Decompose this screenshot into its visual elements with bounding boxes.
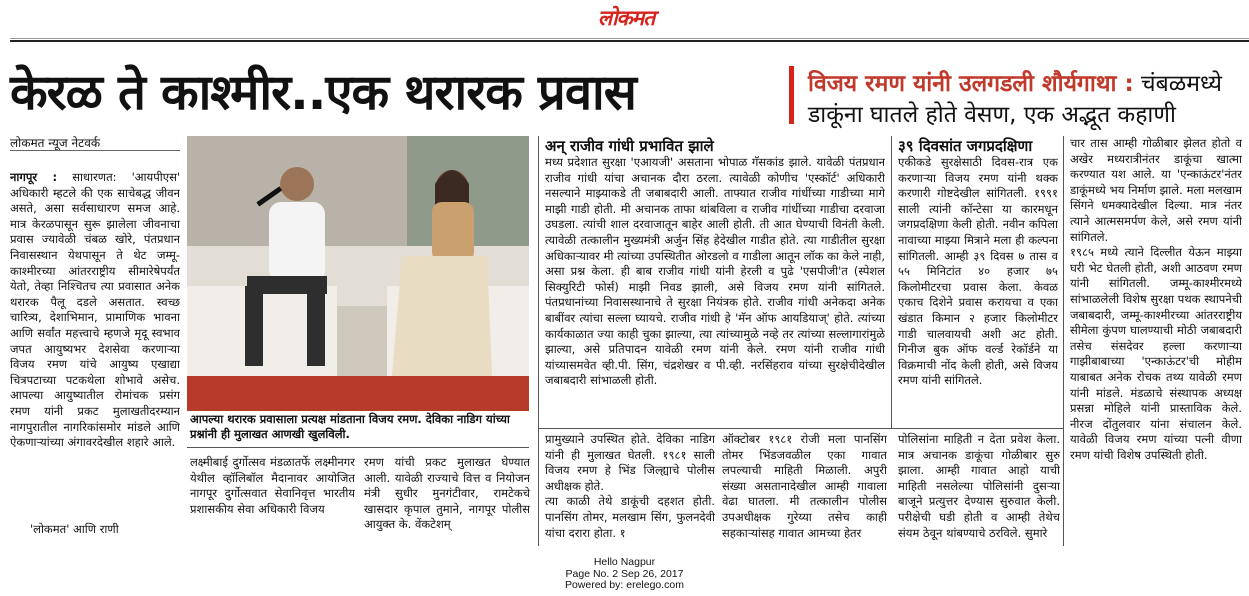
interview-photo [187,136,529,411]
column-2a: लक्ष्मीबाई दुर्गोत्सव मंडळातर्फे लक्ष्मीनगर येथील व्हॉलिबॉल मैदानावर आयोजित नागपूर दुर्गोत्सवात सेवानिवृत्त भारतीय प्रशासकीय सेवा अधिकारी विजय [190,455,355,516]
photo-caption: आपल्या थरारक प्रवासाला प्रत्यक्ष मांडताना विजय रमण. देविका नाडिग यांच्या प्रश्नांनी ही मुलाखत आणखी खुलविली. [190,412,510,441]
column-3a: प्रामुख्याने उपस्थित होते. देविका नाडिग यांनी ही मुलाखत घेतली. १९८१ साली विजय रमण हे भिंड जिल्ह्याचे पोलीस अधीक्षक होते. त्या काळी तेथे डाकूंची दहशत होती. पानसिंग तोमर, मलखाम सिंग, फुलनदेवी यांचा दरारा होता. १ [545,432,715,540]
footer-page: Page No. 2 Sep 26, 2017 [565,568,684,580]
column-5: चार तास आम्ही गोळीबार झेलत होतो व अखेर मध्यरात्रीनंतर डाकूंचा खात्मा करण्यात यश आले. या 'एन्काऊंटर'नंतर डाकूंमध्ये भय निर्माण झाले. मला मलखाम सिंगने धमक्यादेखील दिल्या. मात्र नंतर त्याने आत्मसमर्पण केले, असे रमण यांनी सांगितले. १९८५ मध्ये त्याने दिल्लीत येऊन माझ्या घरी भेट घेतली होती, अशी आठवण रमण यांनी सांगितली. जम्मू-काश्मीरमध्ये सांभाळलेली विशेष सुरक्षा पथक स्थापनेची जबाबदारी, जम्मू-काश्मीरच्या आंतरराष्ट्रीय सीमेला कुंपण घालण्याची मोठी जबाबदारी तसेच संसदेवर हल्ला करणाऱ्या गाझीबाबाच्या 'एन्काऊंटर'ची मोहीम याबाबत अनेक रोचक तथ्य यावेळी रमण यांनी मांडले. मंडळाचे संस्थापक अध्यक्ष प्रसन्ना मोहिले यांनी प्रास्ताविक केले. नीरज दोंतुलवार यांना संचालन केले. यावेळी विजय रमण यांच्या पत्नी वीणा रमण यांची विशेष उपस्थिती होती. [1070,136,1242,462]
caption-rule [187,447,529,448]
top-rule [10,38,1249,39]
column-divider-3 [1063,136,1064,546]
column-1-tail: 'लोकमत' आणि राणी [30,522,119,536]
dateline: नागपूर : [10,170,58,184]
side-headline-line2: डाकूंना घातले होते वेसण, एक अद्भूत कहाणी [808,102,1176,128]
interview-photo-illustration [187,136,529,411]
footer-powered: Powered by: erelego.com [564,579,685,591]
world-trip-subheading: ३९ दिवसांत जगप्रदक्षिणा [898,137,1033,155]
side-headline-line1 [808,66,1222,98]
world-trip-text: एकीकडे सुरक्षेसाठी दिवस-रात्र एक करणाऱ्या विजय रमण यांनी थक्क करणारी गोष्टदेखील सांगितली. १९९१ साली त्यांनी कॉन्टेसा या कारमधून जगप्रदक्षिणा केली होती. नवीन कपिला नावाच्या माझ्या मित्राने मला ही कल्पना सांगितली. आम्ही ३९ दिवस ७ तास व ५५ मिनिटांत ४० हजार ७५ किलोमीटरचा प्रवास केला. केवळ एकाच दिशेने प्रवास करायचा व एका खंडात किमान २ हजार किलोमीटर गाडी चालवायची अशी अट होती. गिनीज बुक ऑफ वर्ल्ड रेकॉर्डने या विक्रमाची नोंद केली होती, असे विजय रमण यांनी सांगितले. [898,155,1058,388]
side-headline-highlight: विजय रमण यांनी उलगडली शौर्यगाथा : [808,71,1134,97]
column-divider-2 [891,136,892,428]
top-rule-dark [10,40,1249,42]
column-1 [10,170,180,510]
column-divider-1 [538,136,539,546]
main-headline: केरळ ते काश्मीर..एक थरारक प्रवास [10,64,636,121]
column-3b: ऑक्टोबर १९८१ रोजी मला पानसिंग तोमर भिंडजवळील एका गावात लपल्याची माहिती मिळाली. अपुरी संख्या असतानादेखील आम्ही गावाला वेढा घातला. मी तत्कालीन पोलीस उपअधीक्षक गुरेय्या तसेच काही सहकाऱ्यांसह गावात आमच्या हेतर [722,432,887,540]
lokmat-logo: लोकमत [597,6,655,30]
column-1-text: साधारणत: 'आयपीएस' अधिकारी म्हटले की एक साचेबद्ध जीवन असते, असा सर्वसाधारण समज आहे. मात्र केरळपासून सुरू झालेला जीवनाचा प्रवास ज्यावेळी चंबळ खोरे, पंतप्रधान निवासस्थान येथपासून ते थेट जम्मू-काश्मीरच्या आंतरराष्ट्रीय सीमारेषेपर्यंत येतो, तेव्हा निश्चितच त्या प्रवासात अनेक थरारक पैलू दडले असतात. स्वच्छ चारित्र्य, देशाभिमान, प्रामाणिक भावना आणि सर्वांत महत्त्वाचे म्हणजे मृदू स्वभाव जपत आयुष्यभर देशसेवा करणाऱ्या विजय रमण यांचे आयुष्य एखाद्या चित्रपटाच्या पटकथेला शोभावे असेच. आपल्या आयुष्यातील रोमांचक प्रसंग रमण यांनी प्रकट मुलाखतीदरम्यान नागपुरातील नागरिकांसमोर मांडले आणि ऐकणाऱ्यांच्या अंगावरदेखील शहारे आले. [10,170,180,450]
footer-edition: Hello Nagpur [593,556,656,568]
rajiv-subheading: अन् राजीव गांधी प्रभावित झाले [545,137,714,155]
side-headline-bar [789,66,794,124]
boxes-bottom-rule [538,428,1063,429]
side-headline-rest: चंबळमध्ये [1133,71,1222,97]
byline: लोकमत न्यूज नेटवर्क [10,136,101,150]
rajiv-text: मध्य प्रदेशात सुरक्षा 'एआयजी' असताना भोपाळ गॅसकांड झाले. यावेळी पंतप्रधान राजीव गांधी यांचा अचानक दौरा ठरला. त्यावेळी कोणीच 'एस्कॉर्ट' अधिकारी नसल्याने माझ्याकडे ती जबाबदारी आली. ताफ्यात राजीव गांधींच्या गाडीच्या मागे माझी गाडी होती. मी अचानक ताफा थांबविला व राजीव गांधींच्या गाडीचा दरवाजा उघडला. त्यांची शाल दरवाजातून बाहेर आली होती. ती आत घेण्याची विनंती केली. त्यावेळी तत्कालीन मुख्यमंत्री अर्जुन सिंह हेदेखील गाडीत होते. त्या गाडीतील सुरक्षा अधिकाऱ्यावर मी त्यांच्या उपस्थितीत ओरडलो व गाडीला आतून लॉक का केले नाही, असा प्रश्न केला. ही बाब राजीव गांधी यांनी हेरली व पुढे 'एसपीजी'त (स्पेशल सिक्युरिटी फोर्स) माझी निवड झाली, असे विजय रमण यांनी सांगितले. पंतप्रधानांच्या निवासस्थानाचे ते सुरक्षा नियंत्रक होते. राजीव गांधी अनेकदा अनेक बाबींवर त्यांचा सल्ला घ्यायचे. राजीव गांधी हे 'मॅन ऑफ आयडियाज्' होते. त्यांच्या कार्यकाळात ज्या काही चुका झाल्या, त्या त्यांच्यामुळे नव्हे तर त्यांच्या सल्लागारांमुळे झाल्या, असे प्रतिपादन यावेळी रमण यांनी केले. रमण यांनी राजीव गांधी यांच्यासमवेत व्ही.पी. सिंग, चंद्रशेखर व पी.व्ही. नरसिंहराव यांच्या सुरक्षेचीदेखील जबाबदारी सांभाळली होती. [545,155,885,388]
byline-rule [10,150,180,151]
column-2b: रमण यांची प्रकट मुलाखत घेण्यात आली. यावेळी राज्याचे वित्त व नियोजन मंत्री सुधीर मुनगंटीवार, रामटेकचे खासदार कृपाल तुमाने, नागपूर पोलीस आयुक्त के. वेंकटेशम् [364,455,530,532]
column-4a: पोलिसांना माहिती न देता प्रवेश केला. मात्र अचानक डाकूंचा गोळीबार सुरु झाला. आम्ही गावात आहो याची माहिती नसलेल्या पोलिसांनी दुसऱ्या बाजूने प्रत्युत्तर देण्यास सुरुवात केली. परीक्षेची घडी होती व आम्ही तेथेच संयम ठेवून थांबण्याचे ठरविले. सुमारे [898,432,1060,540]
